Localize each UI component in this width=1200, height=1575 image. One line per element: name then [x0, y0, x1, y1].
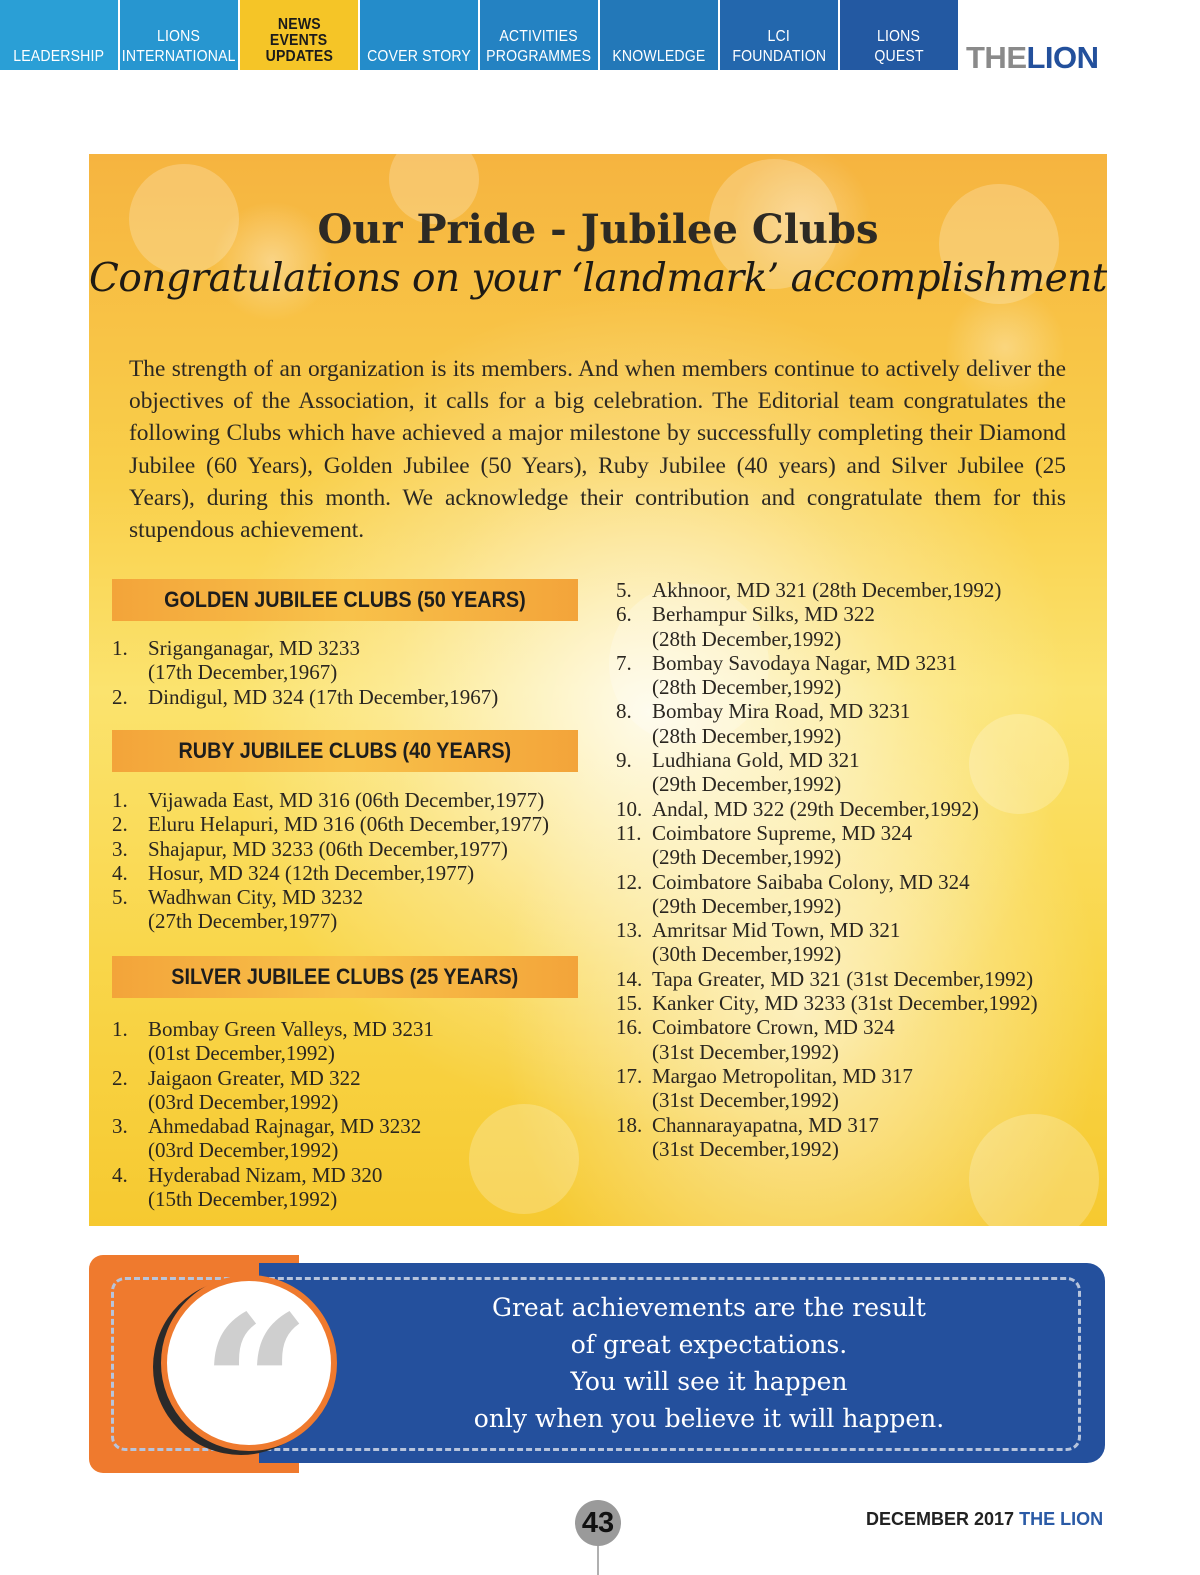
- charter-date: (30th December,1992): [652, 942, 842, 967]
- item-number: 10.: [616, 796, 643, 821]
- charter-date: (17th December,1967): [309, 684, 499, 709]
- silver-jubilee-list-continued: [616, 578, 1086, 1161]
- charter-date: (31st December,1992): [850, 991, 1038, 1016]
- issue-date: DECEMBER 2017: [866, 1509, 1015, 1529]
- tab-label: EVENTS: [270, 32, 328, 49]
- list-item: [112, 861, 587, 885]
- silver-jubilee-heading: [112, 956, 578, 998]
- charter-date: (06th December,1977): [359, 812, 549, 837]
- tab-activities-programmes[interactable]: [480, 0, 598, 70]
- list-item: [616, 797, 1086, 821]
- list-item: [112, 788, 587, 812]
- club-name: Kanker City, MD 3233: [652, 991, 846, 1016]
- club-name: Wadhwan City, MD 3232: [148, 885, 364, 910]
- brand-lion: LION: [1026, 40, 1099, 75]
- item-number: 4.: [112, 860, 128, 885]
- club-name: Amritsar Mid Town, MD 321: [652, 918, 901, 943]
- tab-lci-foundation[interactable]: [720, 0, 838, 70]
- club-name: Shajapur, MD 3233: [148, 836, 314, 861]
- club-name: Bombay Savodaya Nagar, MD 3231: [652, 650, 958, 675]
- club-name: Bombay Green Valleys, MD 3231: [148, 1017, 434, 1041]
- list-item: [112, 636, 582, 685]
- club-name: Ahmedabad Rajnagar, MD 3232: [148, 1114, 422, 1139]
- golden-jubilee-list: [112, 636, 582, 709]
- list-item: [112, 885, 587, 934]
- item-number: 5.: [112, 885, 128, 910]
- tab-knowledge[interactable]: [600, 0, 718, 70]
- item-number: 5.: [616, 578, 632, 602]
- charter-date: (29th December,1992): [652, 845, 842, 870]
- list-item: [112, 1114, 582, 1163]
- list-item: [112, 1017, 582, 1066]
- item-number: 7.: [616, 650, 632, 675]
- charter-date: (28th December,1992): [812, 578, 1002, 602]
- item-number: 1.: [112, 636, 128, 660]
- list-item: [112, 837, 587, 861]
- item-number: 8.: [616, 699, 632, 724]
- item-number: 4.: [112, 1162, 128, 1187]
- club-name: Berhampur Silks, MD 322: [652, 602, 875, 627]
- tab-label: ACTIVITIES: [499, 28, 579, 45]
- tab-label: LIONS: [877, 28, 921, 45]
- tab-news-events-updates[interactable]: [240, 0, 358, 70]
- club-name: Hosur, MD 324: [148, 860, 280, 885]
- ruby-jubilee-heading: [112, 730, 578, 772]
- tab-label: FOUNDATION: [732, 48, 826, 65]
- charter-date: (28th December,1992): [652, 675, 842, 700]
- club-name: Bombay Mira Road, MD 3231: [652, 699, 911, 724]
- club-name: Coimbatore Crown, MD 324: [652, 1015, 895, 1040]
- charter-date: (27th December,1977): [148, 909, 338, 934]
- jubilee-panel: [89, 154, 1107, 1226]
- club-name: Ludhiana Gold, MD 321: [652, 748, 860, 773]
- charter-date: (12th December,1977): [284, 860, 475, 885]
- tab-label: COVER STORY: [367, 48, 471, 65]
- club-name: Tapa Greater, MD 321: [652, 966, 841, 991]
- brand-the: THE: [966, 40, 1027, 75]
- list-item: [616, 991, 1086, 1015]
- charter-date: (15th December,1992): [148, 1187, 338, 1212]
- tab-lions-international[interactable]: [120, 0, 238, 70]
- list-item: [616, 1113, 1086, 1162]
- tab-label: NEWS: [277, 16, 321, 33]
- club-name: Sriganganagar, MD 3233: [148, 636, 361, 660]
- ruby-jubilee-list: [112, 788, 587, 934]
- heading-label: RUBY JUBILEE CLUBS (40 YEARS): [178, 738, 512, 763]
- list-item: [616, 1015, 1086, 1064]
- list-item: [112, 1066, 582, 1115]
- tab-lions-quest[interactable]: [840, 0, 958, 70]
- list-item: [112, 812, 587, 836]
- tab-label: PROGRAMMES: [486, 48, 592, 65]
- golden-jubilee-heading: [112, 579, 578, 621]
- quote-circle: [161, 1274, 337, 1497]
- heading-label: GOLDEN JUBILEE CLUBS (50 YEARS): [164, 587, 526, 612]
- item-number: 11.: [616, 820, 642, 845]
- list-item: [616, 651, 1086, 700]
- section-nav: [0, 0, 960, 70]
- tab-label: INTERNATIONAL: [122, 48, 236, 65]
- charter-date: (29th December,1992): [789, 796, 979, 821]
- item-number: 18.: [616, 1112, 643, 1137]
- tab-label: LIONS: [157, 28, 201, 45]
- club-name: Channarayapatna, MD 317: [652, 1112, 879, 1137]
- tab-label: UPDATES: [265, 48, 333, 65]
- list-item: [112, 685, 582, 709]
- item-number: 2.: [112, 684, 128, 709]
- list-item: [616, 602, 1086, 651]
- quote-text: [379, 1289, 1039, 1437]
- charter-date: (29th December,1992): [652, 893, 842, 918]
- charter-date: (01st December,1992): [148, 1041, 335, 1066]
- list-item: [616, 870, 1086, 919]
- tab-leadership[interactable]: [0, 0, 118, 70]
- club-name: Vijawada East, MD 316: [148, 788, 350, 812]
- charter-date: (31st December,1992): [652, 1039, 839, 1064]
- list-item: [616, 967, 1086, 991]
- item-number: 1.: [112, 788, 128, 812]
- item-number: 1.: [112, 1017, 128, 1041]
- club-name: Hyderabad Nizam, MD 320: [148, 1162, 383, 1187]
- charter-date: (28th December,1992): [652, 626, 842, 651]
- quote-line: You will see it happen: [570, 1367, 848, 1396]
- list-item: [616, 918, 1086, 967]
- list-item: [112, 1163, 582, 1212]
- charter-date: (31st December,1992): [652, 1088, 839, 1113]
- club-name: Eluru Helapuri, MD 316: [148, 812, 355, 837]
- club-name: Akhnoor, MD 321: [652, 578, 807, 602]
- tab-label: LEADERSHIP: [13, 48, 105, 65]
- charter-date: (06th December,1977): [318, 836, 508, 861]
- club-name: Coimbatore Saibaba Colony, MD 324: [652, 869, 970, 894]
- tab-label: QUEST: [874, 48, 924, 65]
- charter-date: (31st December,1992): [652, 1136, 839, 1161]
- tab-label: LCI: [767, 28, 791, 45]
- silver-jubilee-list: [112, 1017, 582, 1211]
- item-number: 2.: [112, 1065, 128, 1090]
- item-number: 12.: [616, 869, 643, 894]
- magazine-name: THE LION: [1019, 1509, 1104, 1529]
- charter-date: (03rd December,1992): [148, 1138, 339, 1163]
- quote-line: of great expectations.: [570, 1330, 848, 1359]
- heading-label: SILVER JUBILEE CLUBS (25 YEARS): [171, 964, 519, 989]
- charter-date: (29th December,1992): [652, 772, 842, 797]
- item-number: 2.: [112, 812, 128, 837]
- list-item: [616, 699, 1086, 748]
- quote-line: Great achievements are the result: [492, 1293, 926, 1322]
- club-name: Andal, MD 322: [652, 796, 785, 821]
- quote-mark-icon: “: [201, 1274, 311, 1497]
- item-number: 3.: [112, 1114, 128, 1139]
- page-subtitle: Congratulations on your ‘landmark’ accomplishment: [89, 256, 1107, 301]
- item-number: 9.: [616, 748, 632, 773]
- charter-date: (28th December,1992): [652, 723, 842, 748]
- club-name: Coimbatore Supreme, MD 324: [652, 820, 913, 845]
- item-number: 16.: [616, 1015, 643, 1040]
- charter-date: (31st December,1992): [846, 966, 1034, 991]
- item-number: 3.: [112, 836, 128, 861]
- item-number: 6.: [616, 602, 632, 627]
- charter-date: (06th December,1977): [354, 788, 545, 812]
- tab-cover-story[interactable]: [360, 0, 478, 70]
- page-number: 43: [575, 1500, 621, 1546]
- magazine-brand: [966, 40, 1099, 76]
- quote-line: only when you believe it will happen.: [473, 1404, 945, 1433]
- club-name: Dindigul, MD 324: [148, 684, 304, 709]
- item-number: 17.: [616, 1063, 643, 1088]
- item-number: 15.: [616, 991, 643, 1016]
- footer-issue: [866, 1509, 1103, 1530]
- list-item: [616, 748, 1086, 797]
- list-item: [616, 578, 1086, 602]
- item-number: 13.: [616, 918, 643, 943]
- intro-paragraph: The strength of an organization is its members. And when members continue to actively deliver the objectives of the Association, it calls for a big celebration. The Editorial team congratulates the following Clubs which have achieved a major milestone by successfully completing their Diamond Jubilee (60 Years), Golden Jubilee (50 Years), Ruby Jubilee (40 years) and Silver Jubilee (25 Years), during this month. We acknowledge their contribution and congratulate them for this stupendous achievement.: [129, 356, 1066, 544]
- list-item: [616, 1064, 1086, 1113]
- charter-date: (17th December,1967): [148, 660, 338, 685]
- club-name: Margao Metropolitan, MD 317: [652, 1063, 913, 1088]
- quote-box: [89, 1255, 1105, 1497]
- club-name: Jaigaon Greater, MD 322: [148, 1065, 361, 1090]
- charter-date: (03rd December,1992): [148, 1089, 339, 1114]
- list-item: [616, 821, 1086, 870]
- item-number: 14.: [616, 966, 643, 991]
- page-title: Our Pride - Jubilee Clubs: [317, 206, 879, 253]
- tab-label: KNOWLEDGE: [612, 48, 706, 65]
